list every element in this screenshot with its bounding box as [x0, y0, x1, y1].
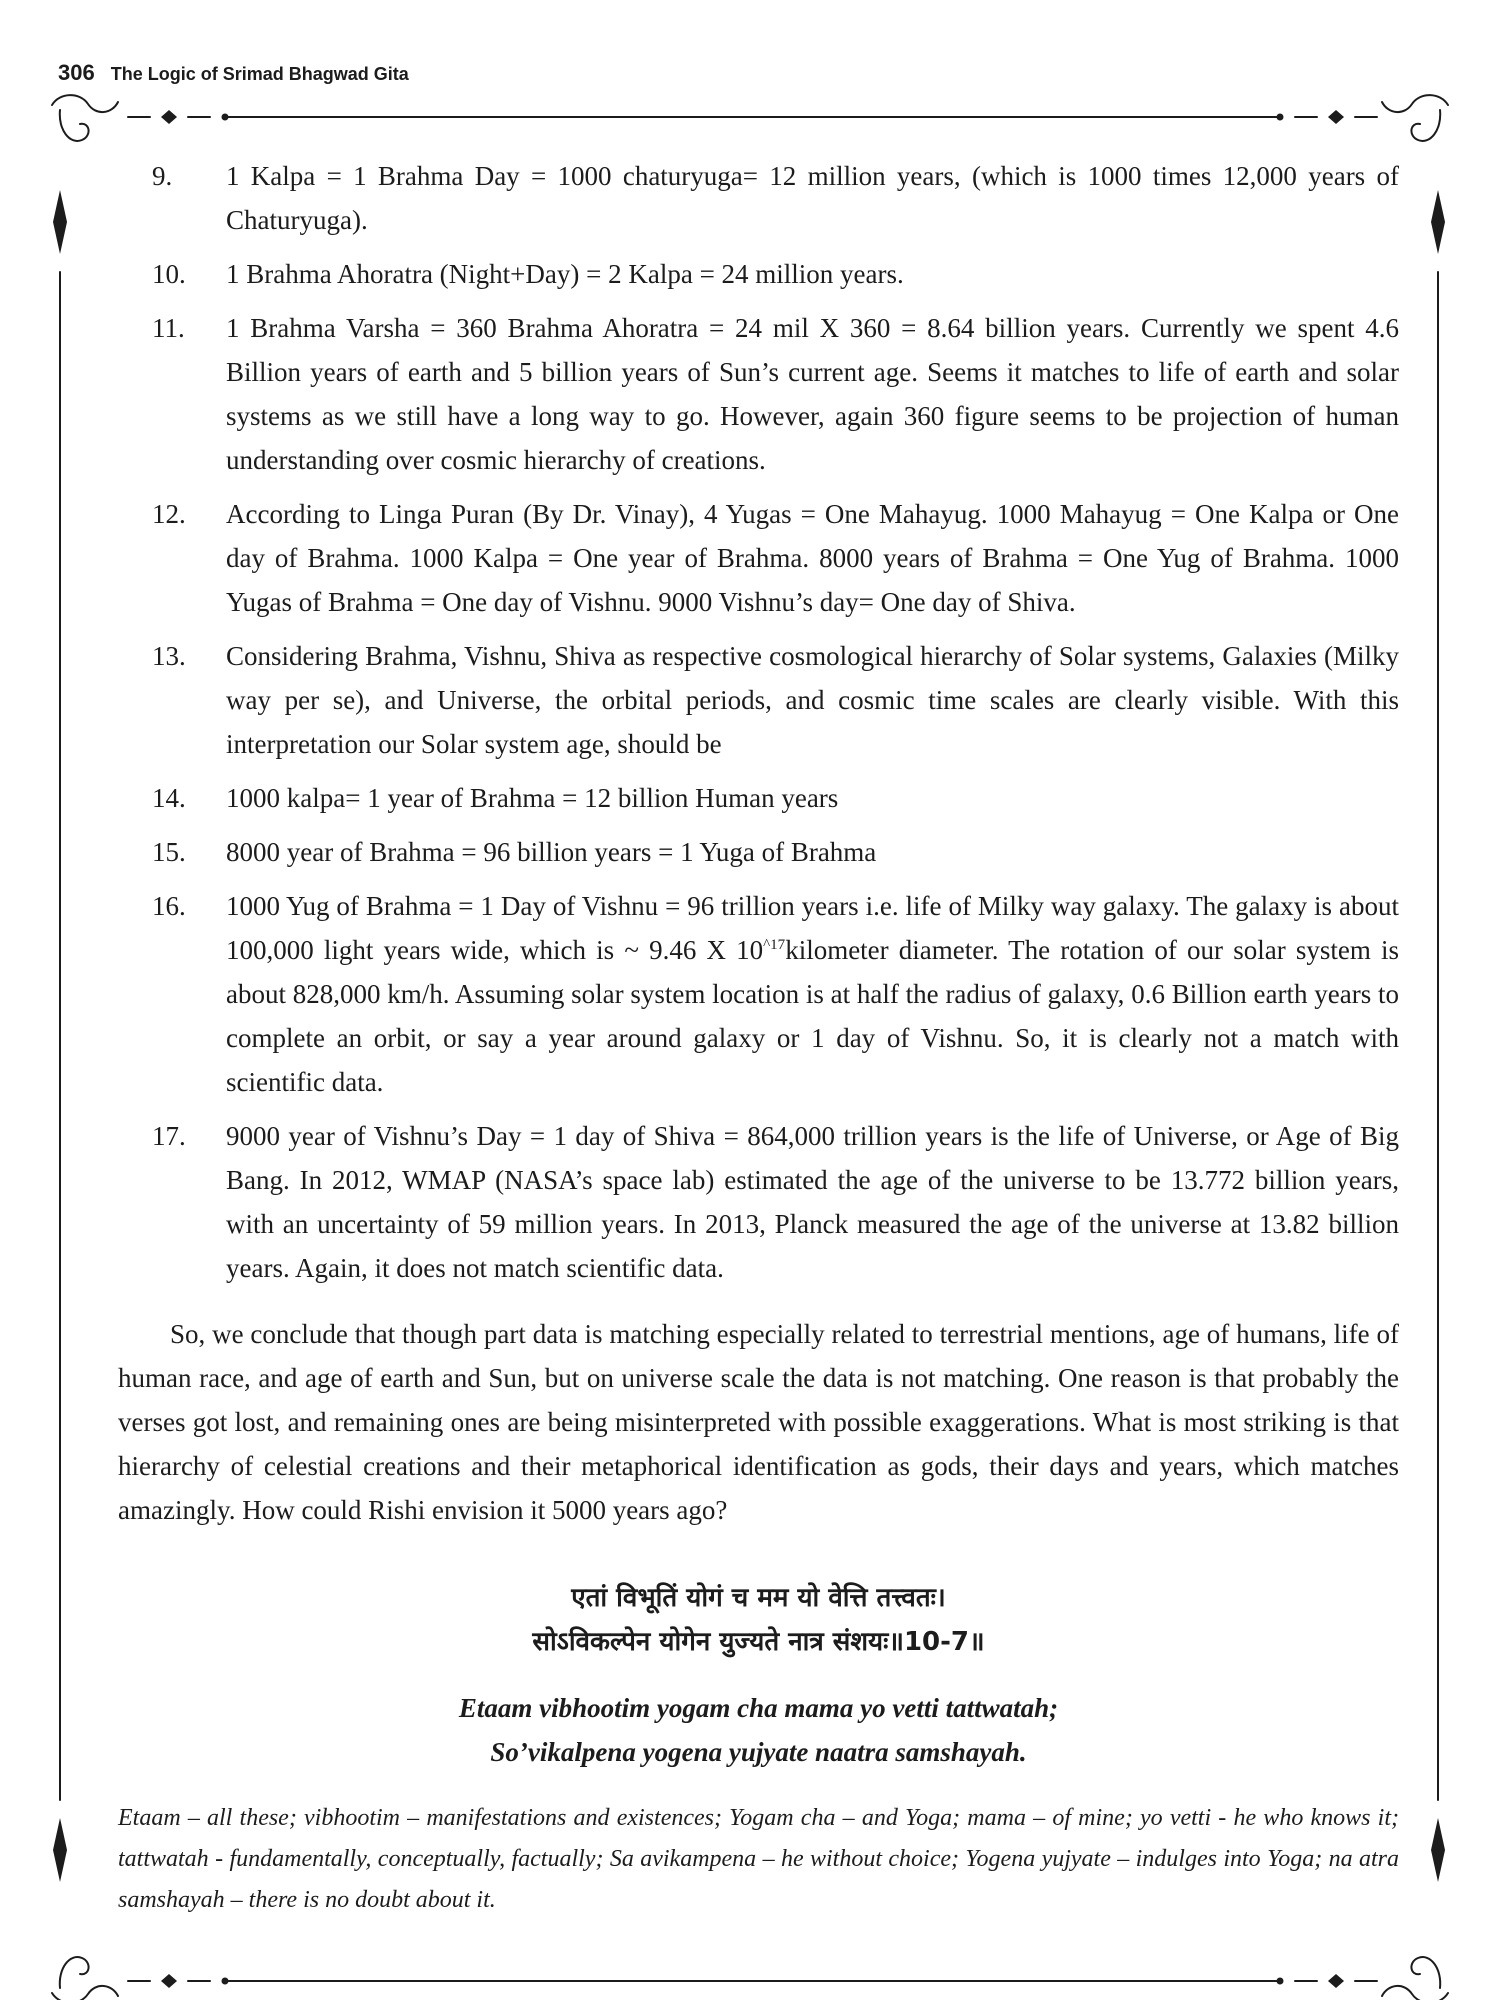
- list-item: 10. 1 Brahma Ahoratra (Night+Day) = 2 Kalpa = 24 million years.: [152, 259, 904, 289]
- exponent: ^17: [763, 937, 786, 953]
- sanskrit-line: सोऽविकल्पेन योगेन युज्यते नात्र संशयः॥10-7॥: [532, 1627, 985, 1657]
- page-header: [58, 60, 409, 86]
- list-item: 9. 1 Kalpa = 1 Brahma Day = 1000 chaturyuga= 12 million years, (which is 1000 times 12,000 years of Chaturyuga).: [152, 161, 1399, 235]
- transliteration-line: Etaam vibhootim yogam cha mama yo vetti tattwatah;: [458, 1693, 1059, 1723]
- transliteration: [118, 1686, 1399, 1774]
- transliteration-line: So’vikalpena yogena yujyate naatra samshayah.: [490, 1737, 1027, 1767]
- numbered-list: [118, 154, 1399, 1290]
- list-item: 12. According to Linga Puran (By Dr. Vinay), 4 Yugas = One Mahayug. 1000 Mahayug = One Kalpa or One day of Brahma. 1000 Kalpa = One year of Brahma. 8000 years of Brahma = One Yug of Brahma. 1000 Yugas of Brahma = One day of Vishnu. 9000 Vishnu’s day= One day of Shiva.: [152, 499, 1399, 617]
- list-item: 15. 8000 year of Brahma = 96 billion years = 1 Yuga of Brahma: [152, 837, 877, 867]
- main-content: [118, 154, 1399, 1945]
- list-item: 17. 9000 year of Vishnu’s Day = 1 day of Shiva = 864,000 trillion years is the life of Universe, or Age of Big Bang. In 2012, WMAP (NASA’s space lab) estimated the age of the universe to be 13.772 billion years, with an uncertainty of 59 million years. In 2013, Planck measured the age of the universe at 13.82 billion years. Again, it does not match scientific data.: [152, 1121, 1399, 1283]
- list-item: 14. 1000 kalpa= 1 year of Brahma = 12 billion Human years: [152, 783, 839, 813]
- word-meaning: Etaam – all these; vibhootim – manifestations and existences; Yogam cha – and Yoga; mama – of mine; yo vetti - he who knows it; tattwatah - fundamentally, conceptually, factually; Sa avikampena – he without choice; Yogena yujyate – indulges into Yoga; na atra samshayah – there is no doubt about it.: [118, 1805, 1399, 1913]
- book-title: The Logic of Srimad Bhagwad Gita: [110, 64, 409, 84]
- item16-text-a: 1000 Yug of Brahma = 1 Day of Vishnu = 96 trillion years i.e. life of Milky way galaxy. The galaxy is about 100,000 light years wide, which is ~ 9.46 X 10: [226, 891, 1399, 965]
- item16-text-b: kilometer diameter. The rotation of our solar system is about 828,000 km/h. Assuming solar system location is at half the radius of galaxy, 0.6 Billion earth years to complete an orbit, or say a year around galaxy or 1 day of Vishnu. So, it is clearly not a match with scientific data.: [226, 935, 1399, 1097]
- list-item: 16. 1000 Yug of Brahma = 1 Day of Vishnu = 96 trillion years i.e. life of Milky way galaxy. The galaxy is about 100,000 light years wide, which is ~ 9.46 X $10^{\^{}17}kilometer$ diameter. The rotation of our solar system is about 828,000 km/h. Assuming solar system location is at half the radius of galaxy, 0.6 Billion earth years to complete an orbit, or say a year around galaxy or 1 day of Vishnu. So, it is clearly not a match with scientific data.: [152, 891, 1399, 1097]
- list-item: 13. Considering Brahma, Vishnu, Shiva as respective cosmological hierarchy of Solar systems, Galaxies (Milky way per se), and Universe, the orbital periods, and cosmic time scales are clearly visible. With this interpretation our Solar system age, should be: [152, 641, 1399, 759]
- conclusion-paragraph: So, we conclude that though part data is matching especially related to terrestrial mentions, age of humans, life of human race, and age of earth and Sun, but on universe scale the data is not matching. One reason is that probably the verses got lost, and remaining ones are being misinterpreted with possible exaggerations. What is most striking is that hierarchy of celestial creations and their metaphorical identification as gods, their days and years, which matches amazingly. How could Rishi envision it 5000 years ago?: [118, 1319, 1399, 1525]
- list-item: 11. 1 Brahma Varsha = 360 Brahma Ahoratra = 24 mil X 360 = 8.64 billion years. Currently we spent 4.6 Billion years of earth and 5 billion years of Sun’s current age. Seems it matches to life of earth and solar systems as we still have a long way to go. However, again 360 figure seems to be projection of human understanding over cosmic hierarchy of creations.: [152, 313, 1399, 475]
- sanskrit-line: एतां विभूतिं योगं च मम यो वेत्ति तत्त्वतः।: [571, 1583, 946, 1613]
- page-number: 306: [58, 60, 95, 85]
- sanskrit-verse: [118, 1576, 1399, 1664]
